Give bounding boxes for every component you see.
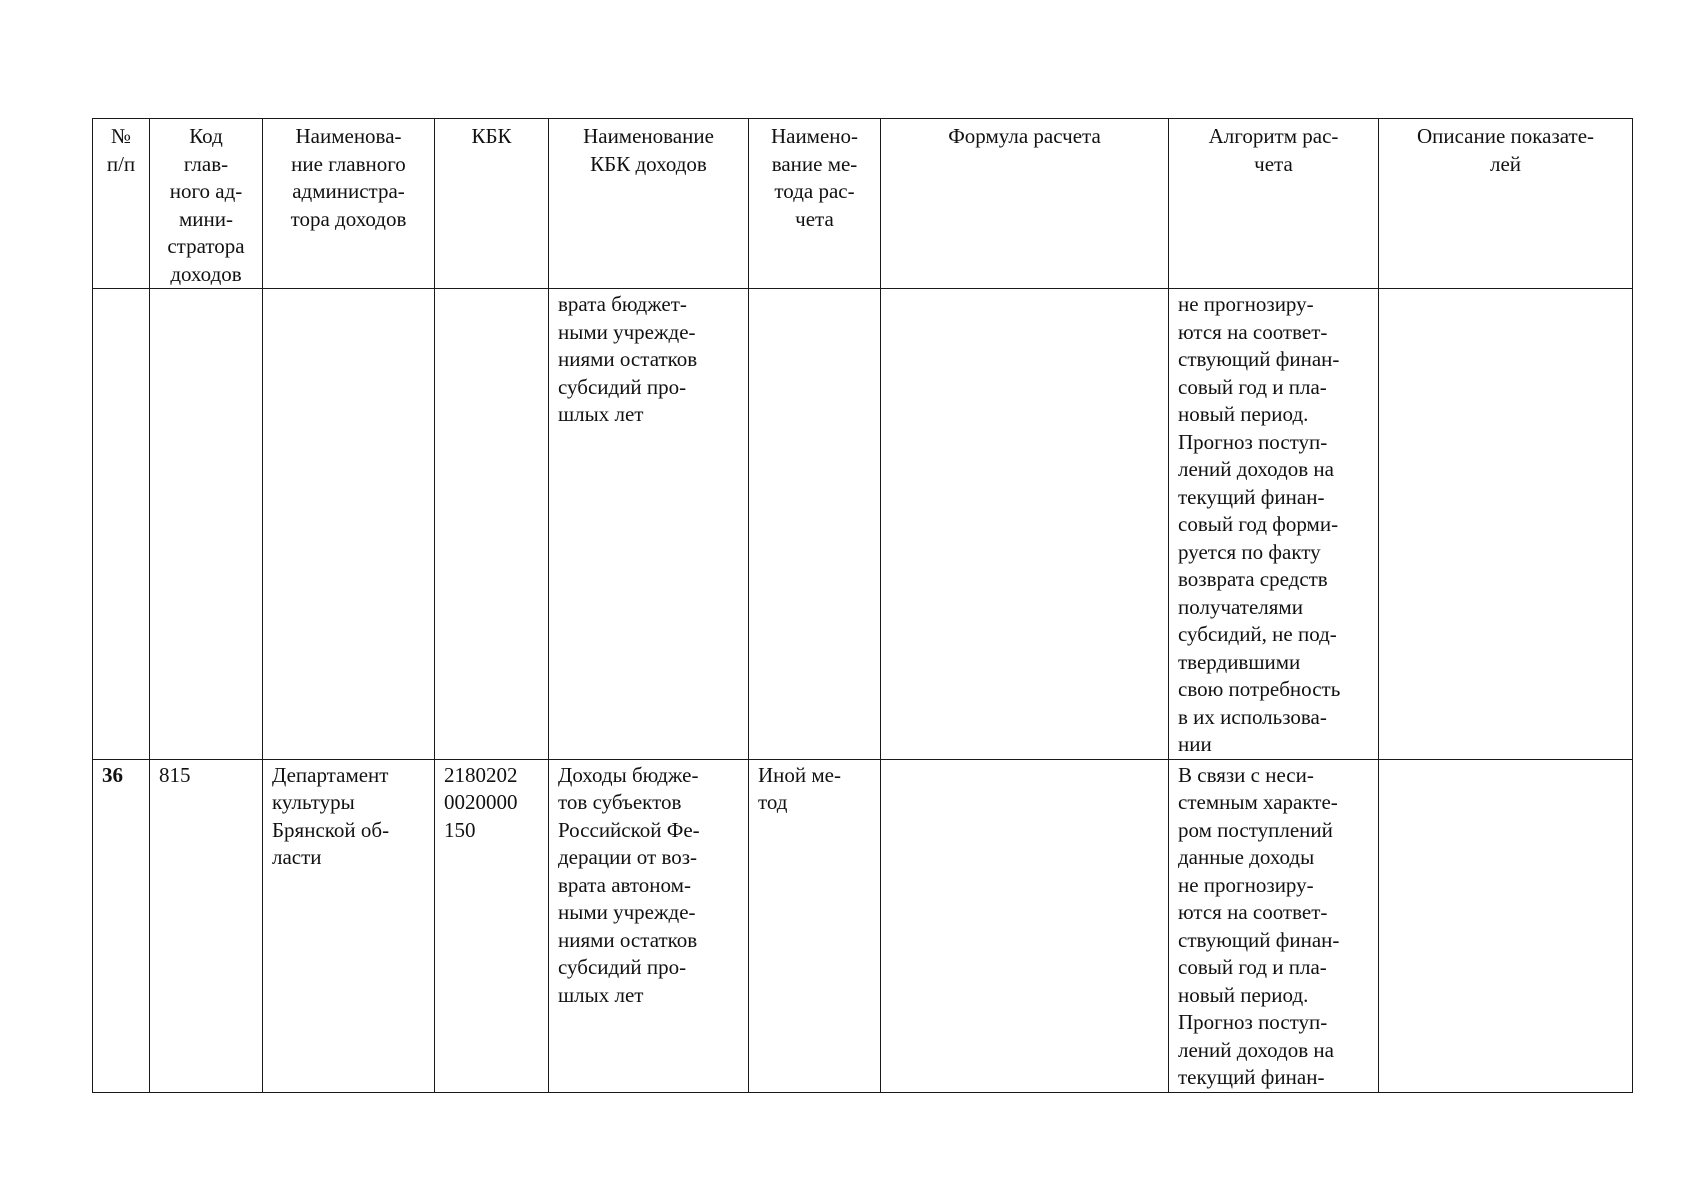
header-description: Описание показате- лей bbox=[1379, 119, 1633, 289]
cell-admin-name bbox=[263, 289, 435, 760]
header-formula: Формула расчета bbox=[881, 119, 1169, 289]
header-algorithm: Алгоритм рас- чета bbox=[1169, 119, 1379, 289]
header-kbk-name: Наименование КБК доходов bbox=[549, 119, 749, 289]
table-row bbox=[93, 289, 1633, 760]
income-forecast-table bbox=[92, 118, 1633, 1093]
header-kbk: КБК bbox=[435, 119, 549, 289]
cell-kbk bbox=[435, 289, 549, 760]
cell-method bbox=[749, 289, 881, 760]
cell-number: 36 bbox=[93, 759, 150, 1092]
cell-admin-code bbox=[150, 289, 263, 760]
cell-method: Иной ме- тод bbox=[749, 759, 881, 1092]
table-row bbox=[93, 759, 1633, 1092]
cell-admin-code: 815 bbox=[150, 759, 263, 1092]
cell-kbk-name: врата бюджет- ными учрежде- ниями остатков субсидий про- шлых лет bbox=[549, 289, 749, 760]
cell-formula bbox=[881, 759, 1169, 1092]
header-admin-code: Код глав- ного ад- мини- стратора доходов bbox=[150, 119, 263, 289]
header-method: Наимено- вание ме- тода рас- чета bbox=[749, 119, 881, 289]
header-row bbox=[93, 119, 1633, 289]
cell-algorithm: не прогнозиру- ются на соответ- ствующий финан- совый год и пла- новый период. Прогноз поступ- лений доходов на текущий финан- совый год форми- руется по факту возврата средств получателями субсидий, не под- твердившими свою потребность в их использова- нии bbox=[1169, 289, 1379, 760]
cell-description bbox=[1379, 289, 1633, 760]
header-admin-name: Наименова- ние главного администра- тора доходов bbox=[263, 119, 435, 289]
cell-kbk-name: Доходы бюдже- тов субъектов Российской Фе- дерации от воз- врата автоном- ными учрежде- ниями остатков субсидий про- шлых лет bbox=[549, 759, 749, 1092]
cell-admin-name: Департамент культуры Брянской об- ласти bbox=[263, 759, 435, 1092]
cell-formula bbox=[881, 289, 1169, 760]
cell-kbk: 2180202 0020000 150 bbox=[435, 759, 549, 1092]
cell-number bbox=[93, 289, 150, 760]
cell-description bbox=[1379, 759, 1633, 1092]
header-number: № п/п bbox=[93, 119, 150, 289]
cell-algorithm: В связи с неси- стемным характе- ром поступлений данные доходы не прогнозиру- ются на соответ- ствующий финан- совый год и пла- новый период. Прогноз поступ- лений доходов на текущий финан- bbox=[1169, 759, 1379, 1092]
